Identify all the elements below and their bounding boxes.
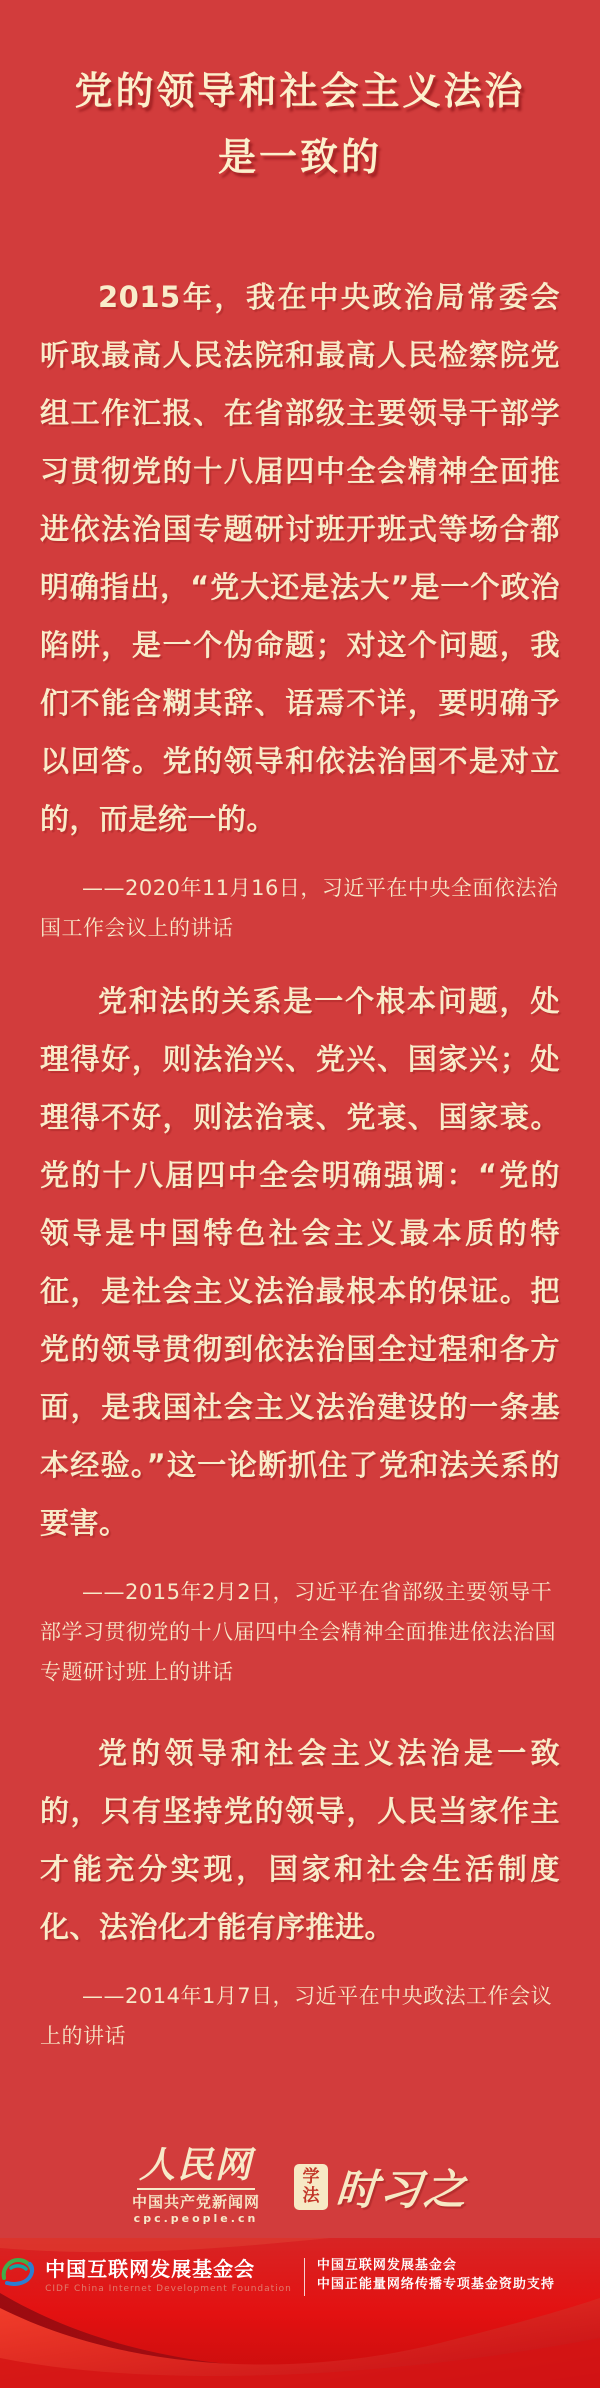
bottom-silk-band <box>0 2238 600 2388</box>
people-net-logo <box>132 2146 260 2227</box>
cidf-globe-icon <box>0 2256 36 2288</box>
fund-divider <box>304 2258 305 2296</box>
shixizhi-wordmark: 时习之 <box>334 2164 470 2214</box>
xuefa-seal-icon <box>294 2164 328 2210</box>
shixizhi-logo <box>294 2157 468 2217</box>
people-net-script-text: 人民网 <box>138 2145 253 2186</box>
fund-support-text <box>317 2256 555 2294</box>
quote-3-text: 党的领导和社会主义法治是一致的，只有坚持党的领导，人民当家作主才能充分实现，国家和社会生活制度化、法治化才能有序推进。 <box>40 1736 560 1944</box>
quote-2-text: 党和法的关系是一个根本问题，处理得好，则法治兴、党兴、国家兴；处理得不好，则法治衰、党衰、国家衰。党的十八届四中全会明确强调：“党的领导是中国特色社会主义最本质的特征，是社会主义法治最根本的保证。把党的领导贯彻到依法治国全过程和各方面，是我国社会主义法治建设的一条基本经验。”这一论断抓住了党和法关系的要害。 <box>40 984 560 1540</box>
quote-block-2 <box>0 972 600 1692</box>
fund-bar <box>0 2256 600 2296</box>
quote-1-source: ——2020年11月16日，习近平在中央全面依法治国工作会议上的讲话 <box>40 876 559 940</box>
fund-support-line2: 中国正能量网络传播专项基金资助支持 <box>316 2277 555 2292</box>
cidf-name-en: CIDF China Internet Development Foundation <box>45 2284 292 2294</box>
quote-2-source: ——2015年2月2日，习近平在省部级主要领导干部学习贯彻党的十八届四中全会精神全面推进依法治国专题研讨班上的讲话 <box>40 1580 556 1684</box>
page-title-line2: 是一致的 <box>217 135 382 179</box>
cidf-name-cn: 中国互联网发展基金会 <box>45 2257 256 2281</box>
quote-1-text: 2015年，我在中央政治局常委会听取最高人民法院和最高人民检察院党组工作汇报、在省部级主要领导干部学习贯彻党的十八届四中全会精神全面推进依法治国专题研讨班开班式等场合都明确指出，“党大还是法大”是一个政治陷阱，是一个伪命题；对这个问题，我们不能含糊其辞、语焉不详，要明确予以回答。党的领导和依法治国不是对立的，而是统一的。 <box>40 280 560 836</box>
fund-support-line1: 中国互联网发展基金会 <box>316 2258 457 2273</box>
page-title-line1: 党的领导和社会主义法治 <box>74 69 526 113</box>
seal-char-bottom: 法 <box>302 2185 320 2206</box>
people-net-rule <box>137 2188 255 2190</box>
quote-block-1 <box>0 268 600 948</box>
cidf-text-block <box>45 2256 292 2296</box>
quote-3-source: ——2014年1月7日，习近平在中央政法工作会议上的讲话 <box>40 1984 553 2048</box>
quote-block-3 <box>0 1724 600 2056</box>
seal-char-top: 学 <box>302 2166 320 2187</box>
page-title <box>0 58 600 190</box>
people-net-site-name: 中国共产党新闻网 <box>131 2193 260 2211</box>
footer-logos <box>0 2146 600 2227</box>
people-net-domain: cpc.people.cn <box>133 2212 259 2225</box>
cidf-logo <box>45 2256 292 2296</box>
